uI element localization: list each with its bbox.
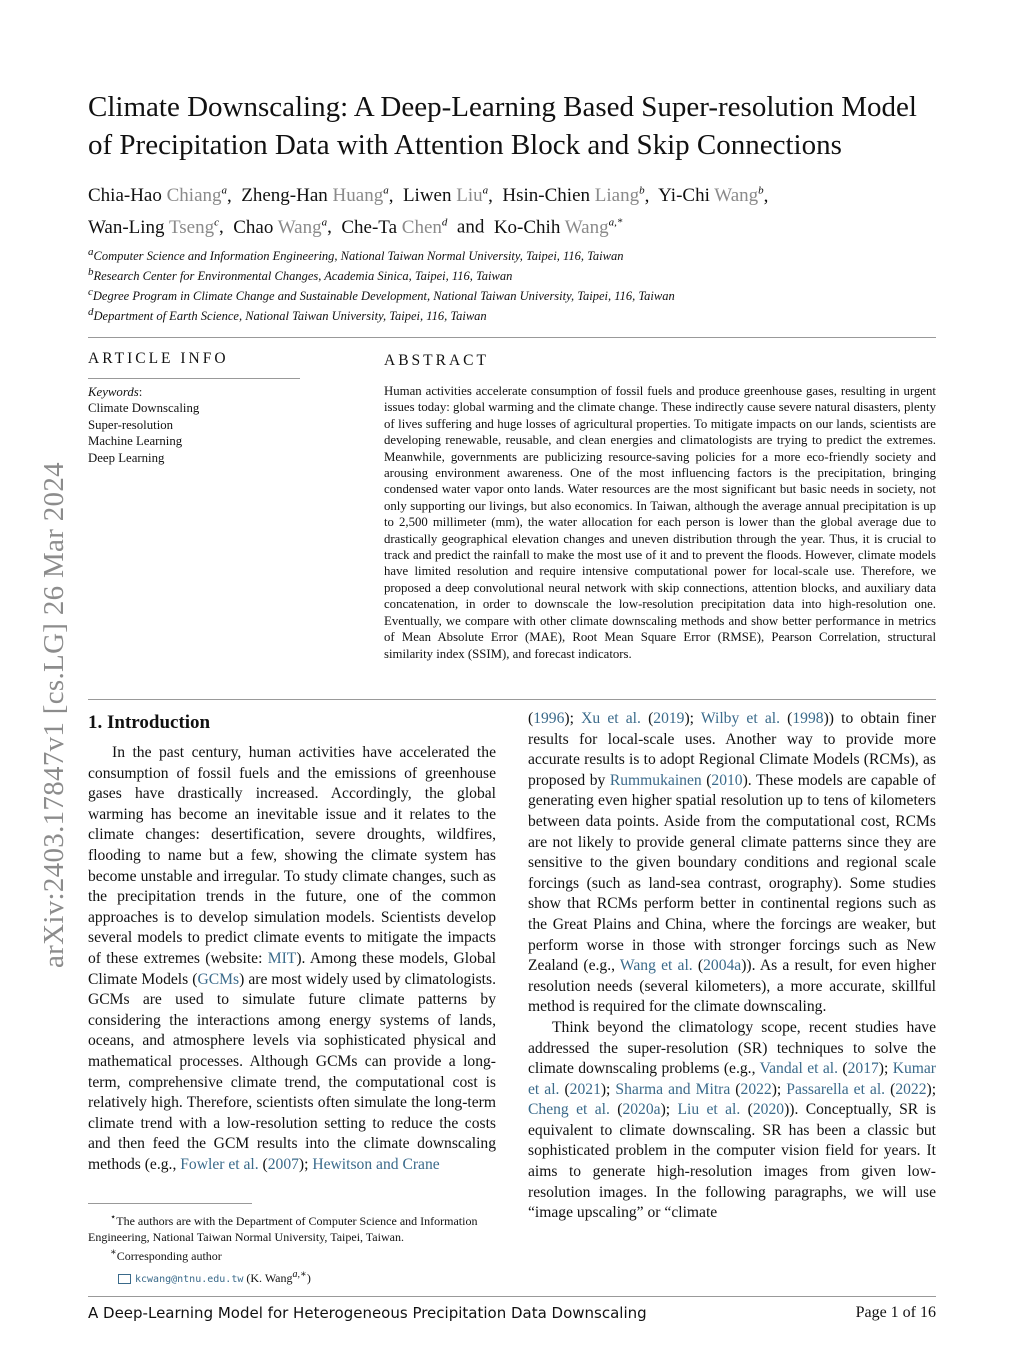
author: Chia-Hao Chiang$^a$ xyxy=(88,185,228,207)
affiliation: $^b$Research Center for Environmental Changes, Academia Sinica, Taipei, 116, Taiwan xyxy=(88,266,513,284)
author: Liwen Liu$^a$ xyxy=(402,185,489,207)
running-title: A Deep-Learning Model for Heterogeneous Precipitation Data Downscaling xyxy=(88,1304,647,1322)
author: Che-Ta Chen$^d$ xyxy=(341,216,448,238)
abstract-heading: ABSTRACT xyxy=(384,352,489,369)
citation-wang[interactable]: Wang et al. xyxy=(619,957,693,975)
citation-passarella[interactable]: Passarella et al. xyxy=(786,1080,886,1098)
paragraph: In the past century, human activities have accelerated the consumption of fossil fuels and the emissions of greenhouse gases have drastically increased. Accordingly, the global warming has become an inevitable issue and it relates to the climate changes: desertification, severe droughts, wildfires, flooding to name but a few, showing the climate system has become unstable and irregular. To study climate changes, such as the precipitation trends in the future, one of the common approaches is to develop simulation models. Scientists develop several models to predict climate events to mitigate the impacts of these extremes (website: MIT). Among these models, Global Climate Models (GCMs) are most widely used by climatologists. GCMs are used to simulate future climate patterns by considering the interactions among energy systems of lands, oceans, and atmosphere levels via sophisticated physical and mathematical processes. Although GCMs can provide a long-term, comprehensive climate trend, the computational cost is relatively high. Therefore, scientists often simulate the long-term climate trend with a low-resolution setting to reduce the costs and then feed the GCM results into the climate downscaling methods (e.g., Fowler et al. (2007); Hewitson and Crane xyxy=(88,744,496,1173)
citation-cheng[interactable]: Cheng et al. xyxy=(528,1101,610,1119)
citation-fowler[interactable]: Fowler et al. xyxy=(180,1155,259,1173)
email-link[interactable]: kcwang@ntnu.edu.tw xyxy=(135,1274,244,1285)
citation-rummukainen[interactable]: Rummukainen xyxy=(609,771,702,789)
keyword: Deep Learning xyxy=(88,450,165,465)
keywords-block: Keywords: Climate Downscaling Super-resolution Machine Learning Deep Learning xyxy=(88,384,308,466)
footnote-rule xyxy=(88,1203,252,1204)
keyword: Climate Downscaling xyxy=(88,401,200,416)
citation-kumar[interactable]: Kumar et al. xyxy=(528,1060,936,1098)
author: Chao Wang$^a$ xyxy=(233,216,328,238)
footnotes xyxy=(88,1210,498,1288)
section-heading-introduction: 1. Introduction xyxy=(88,712,211,733)
page-number: Page 1 of 16 xyxy=(855,1304,936,1321)
abstract-text: Human activities accelerate consumption of fossil fuels and produce greenhouse gases, resulting in urgent issues today: global warming and the climate change. These indirectly cause severe natural disasters, plenty of lives suffering and huge losses of agricultural properties. To mitigate impacts on our lands, scientists are developing renewable, reusable, and clean energies and climatologists are trying to predict the extremes. Meanwhile, governments are publicizing resource-saving policies for a more eco-friendly society and arousing environment awareness. One of the most influencing factors is the precipitation, bringing condensed water vapor onto lands. Water resources are the most significant but basic needs in society, not only supporting our livings, but also economics. In Taiwan, although the average annual precipitation is up to 2,500 millimeter (mm), the water allocation for each person is lower than the global average due to drastically geographical elevation changes and uneven distribution through the year. Thus, it is crucial to track and predict the rainfall to make the most use of it and to prevent the floods. However, climate models have limited resolution and require intensive computational power for local-scale use. Therefore, we proposed a deep convolutional neural network with skip connections, attention blocks, and auxiliary data concatenation, in order to downscale the low-resolution precipitation data into high-resolution one. Eventually, we compare with other climate downscaling methods and show better performance in metrics of Mean Absolute Error (MAE), Root Mean Square Error (RMSE), Pearson Correlation, structural similarity index (SSIM), and forecast indicators. xyxy=(384,384,936,661)
envelope-icon xyxy=(118,1274,131,1284)
citation-liu[interactable]: Liu et al. xyxy=(677,1101,741,1119)
citation-vandal[interactable]: Vandal et al. xyxy=(759,1060,839,1078)
author: Wan-Ling Tseng$^c$ xyxy=(88,216,219,238)
keyword: Super-resolution xyxy=(88,417,174,432)
citation-hewitson[interactable]: Hewitson and Crane xyxy=(312,1155,440,1173)
citation-wilby[interactable]: Wilby et al. xyxy=(700,710,780,727)
divider xyxy=(88,699,936,700)
author: Ko-Chih Wang$^{a,*}$ xyxy=(493,216,623,238)
column-left xyxy=(88,743,496,1175)
affiliation: $^a$Computer Science and Information Engineering, National Taiwan Normal University, Taipei, 116, Taiwan xyxy=(88,246,624,264)
divider xyxy=(88,1296,936,1297)
author-list: Chia-Hao Chiang$^a$, Zheng-Han Huang$^a$, Liwen Liu$^a$, Hsin-Chien Liang$^b$, Yi-Chi Wang$^b$, Wan-Ling Tseng$^c$, Chao Wang$^a$, Che-Ta Chen$^d$ and Ko-Chih Wang$^{a,*}$ xyxy=(88,185,769,238)
author: Zheng-Han Huang$^a$ xyxy=(241,185,389,207)
column-right xyxy=(528,709,936,1224)
divider xyxy=(88,378,300,379)
affiliation: $^c$Degree Program in Climate Change and Sustainable Development, National Taiwan University, Taipei, 116, Taiwan xyxy=(88,286,675,304)
author: Yi-Chi Wang$^b$ xyxy=(658,185,764,207)
citation-xu[interactable]: Xu et al. xyxy=(581,710,641,727)
author: Hsin-Chien Liang$^b$ xyxy=(502,185,645,207)
article-info-heading: ARTICLE INFO xyxy=(88,350,229,367)
link-gcms[interactable]: GCMs xyxy=(197,970,240,988)
footnote-corresponding: ∗Corresponding author xyxy=(110,1247,222,1263)
affiliation: $^d$Department of Earth Science, National Taiwan University, Taipei, 116, Taiwan xyxy=(88,306,487,324)
footnote-authors: ⋆The authors are with the Department of Computer Science and Information Engineering, National Taiwan Normal University, Taipei, Taiwan. xyxy=(88,1212,478,1244)
paper-title: Climate Downscaling: A Deep-Learning Based Super-resolution Model of Precipitation Data with Attention Block and Skip Connections xyxy=(88,91,917,161)
paragraph: (1996); Xu et al. (2019); Wilby et al. (1998)) to obtain finer results for local-scale uses. Another way to provide more accurate results is to adopt Regional Climate Models (RCMs), as proposed by Rummukainen (2010). These models are capable of generating even higher spatial resolution up to tens of kilometers between data points. Aside from the computational cost, RCMs are not likely to provide general climate patterns since they are sensitive to the given boundary conditions and regional scale forcings (such as land-sea contrast, orography). Some studies show that RCMs perform better in continental regions such as the Great Plains and China, where the forcings are weaker, but perform worse in those with stronger forcings such as New Zealand (e.g., Wang et al. (2004a)). As a result, for even higher resolution needs (several kilometers), a more accurate, skillful method is required for the climate downscaling. xyxy=(528,710,937,1016)
paragraph: Think beyond the climatology scope, recent studies have addressed the super-resolution (SR) techniques to solve the climate downscaling problems (e.g., Vandal et al. (2017); Kumar et al. (2021); Sharma and Mitra (2022); Passarella et al. (2022); Cheng et al. (2020a); Liu et al. (2020)). Conceptually, SR is equivalent to climate downscaling. SR has been a classic but sophisticated problem in the computer vision field for years. It aims to generate high-resolution images from given low-resolution images. In the following paragraphs, we will use “image upscaling” or “climate xyxy=(528,1018,937,1222)
divider xyxy=(88,337,936,338)
arxiv-stamp: arXiv:2403.17847v1 [cs.LG] 26 Mar 2024 xyxy=(38,462,70,968)
link-mit[interactable]: MIT xyxy=(267,949,297,967)
citation-sharma[interactable]: Sharma and Mitra xyxy=(615,1080,731,1098)
footnote-email: kcwang@ntnu.edu.tw (K. Wang$^{a,∗}$) xyxy=(88,1267,498,1288)
keyword: Machine Learning xyxy=(88,434,183,449)
